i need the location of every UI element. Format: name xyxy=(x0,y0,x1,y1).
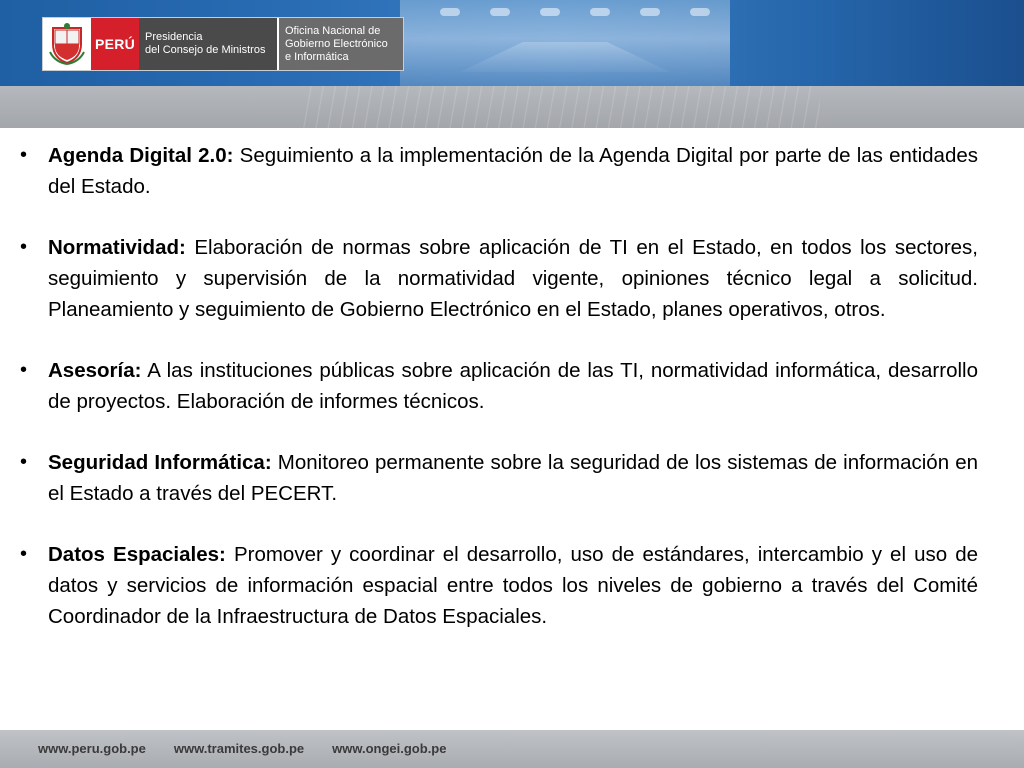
bullet-icon: • xyxy=(20,359,28,381)
list-item xyxy=(20,447,978,509)
ongei-label: Oficina Nacional de Gobierno Electrónico e Informática xyxy=(279,18,403,70)
presidencia-label: Presidencia del Consejo de Ministros xyxy=(139,18,277,70)
footer-link-ongei[interactable]: www.ongei.gob.pe xyxy=(332,741,447,756)
list-item-text xyxy=(48,232,978,325)
coat-of-arms-icon xyxy=(43,18,91,70)
item-description: Promover y coordinar el desarrollo, uso de estándares, intercambio y el uso de datos y servicios de información espacial entre todos los niveles de gobierno a través del Comité Coordinador de la Infraestructura de Datos Espaciales. xyxy=(48,543,978,628)
footer-link-tramites[interactable]: www.tramites.gob.pe xyxy=(173,741,305,756)
item-title: Asesoría: xyxy=(48,359,142,382)
item-title: Datos Espaciales: xyxy=(48,543,226,566)
item-title: Normatividad: xyxy=(48,236,186,259)
bullet-icon: • xyxy=(20,451,28,473)
list-item-text xyxy=(48,355,978,417)
peru-label: PERÚ xyxy=(91,18,139,70)
bullet-icon: • xyxy=(20,236,28,258)
bullet-icon: • xyxy=(20,144,28,166)
item-title: Seguridad Informática: xyxy=(48,451,272,474)
list-item xyxy=(20,232,978,325)
list-item xyxy=(20,355,978,417)
header-grey-band xyxy=(0,86,1024,128)
conference-room-image xyxy=(400,0,730,86)
item-description: Monitoreo permanente sobre la seguridad de los sistemas de información en el Estado a través del PECERT. xyxy=(48,451,978,505)
footer-links xyxy=(38,741,446,756)
list-item xyxy=(20,140,978,202)
item-description: Elaboración de normas sobre aplicación de TI en el Estado, en todos los sectores, seguimiento y supervisión de la normatividad vigente, opiniones técnico legal a solicitud. Planeamiento y seguimiento de Gobierno Electrónico en el Estado, planes operativos, otros. xyxy=(48,236,979,321)
list-item-text xyxy=(48,447,978,509)
bullet-list xyxy=(20,140,978,662)
bullet-icon: • xyxy=(20,543,28,565)
item-title: Agenda Digital 2.0: xyxy=(48,144,234,167)
footer-bar xyxy=(0,730,1024,768)
footer-link-peru[interactable]: www.peru.gob.pe xyxy=(38,741,146,756)
item-description: Seguimiento a la implementación de la Agenda Digital por parte de las entidades del Estado. xyxy=(48,144,979,198)
list-item-text xyxy=(48,140,978,202)
item-description: A las instituciones públicas sobre aplicación de las TI, normatividad informática, desarrollo de proyectos. Elaboración de informes técnicos. xyxy=(48,359,978,413)
institution-logo xyxy=(42,17,404,71)
list-item xyxy=(20,539,978,632)
list-item-text xyxy=(48,539,978,632)
